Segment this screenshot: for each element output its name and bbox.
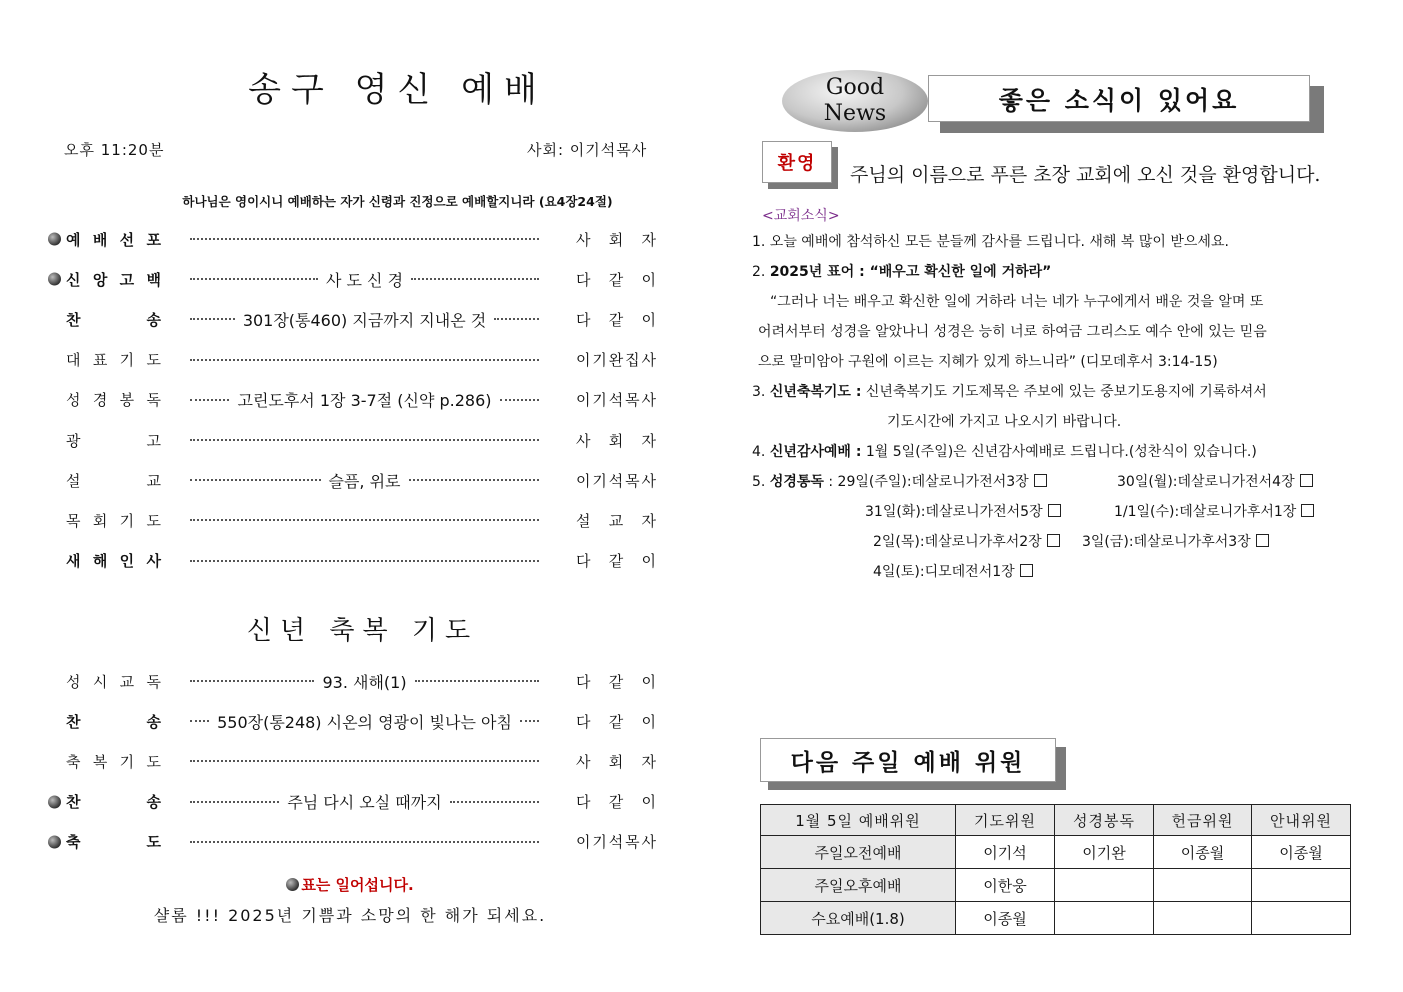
news-item-2-title: 2025년 표어 : “배우고 확신한 일에 거하라” bbox=[769, 264, 1052, 280]
order-item-leader: 다 같 이 bbox=[576, 793, 656, 812]
order-item-name: 성 경 봉 독 bbox=[66, 391, 161, 410]
dot-leader bbox=[190, 801, 279, 803]
dot-leader bbox=[415, 680, 539, 682]
order-row bbox=[48, 741, 663, 781]
reading-item: 3일(금):데살로니가후서3장 bbox=[1082, 534, 1251, 550]
order-row bbox=[48, 661, 663, 701]
checkbox-icon[interactable] bbox=[1034, 474, 1047, 487]
table-row bbox=[761, 902, 1351, 935]
news-item-5 bbox=[752, 471, 1047, 491]
table-cell bbox=[1154, 902, 1252, 935]
order-item-leader: 다 같 이 bbox=[576, 270, 656, 289]
order-row bbox=[48, 299, 663, 339]
bullet-icon bbox=[48, 233, 61, 246]
table-row bbox=[761, 836, 1351, 869]
reading-item: 4일(토):디모데전서1장 bbox=[873, 564, 1015, 580]
order-item-name: 예 배 선 포 bbox=[66, 230, 161, 249]
news-banner: 좋은 소식이 있어요 bbox=[928, 75, 1310, 122]
order-item-name: 찬 송 bbox=[66, 712, 161, 731]
welcome-label: 환영 bbox=[762, 141, 832, 183]
order-item-detail bbox=[186, 832, 543, 852]
order-item-detail bbox=[186, 510, 543, 530]
news-quote-2: 어려서부터 성경을 알았나니 성경은 능히 너로 하여금 그리스도 예수 안에 있는 믿음 bbox=[758, 324, 1267, 340]
table-cell bbox=[1055, 869, 1154, 902]
table-cell bbox=[1055, 902, 1154, 935]
order-row bbox=[48, 541, 663, 581]
dot-leader bbox=[190, 479, 321, 481]
order-row bbox=[48, 340, 663, 380]
order-item-leader: 이 기 완 집 사 bbox=[576, 351, 656, 370]
table-row-label: 주일오후예배 bbox=[761, 869, 956, 902]
order-item-name: 축 도 bbox=[66, 833, 161, 852]
blessing-order-list bbox=[48, 661, 663, 862]
news-quote-3: 으로 말미암아 구원에 이르는 지혜가 있게 하느니라” (디모데후서 3:14-15) bbox=[758, 354, 1218, 370]
checkbox-icon[interactable] bbox=[1300, 474, 1313, 487]
order-row bbox=[48, 420, 663, 460]
order-item-detail bbox=[186, 792, 543, 812]
worship-order-list bbox=[48, 219, 663, 581]
service-title: 송구 영신 예배 bbox=[248, 70, 547, 110]
dot-leader bbox=[494, 318, 539, 320]
order-item-detail bbox=[186, 711, 543, 731]
order-item-detail bbox=[186, 551, 543, 571]
standing-note-text: 표는 일어섭니다. bbox=[301, 876, 414, 894]
news-item-4-num: 4. bbox=[752, 444, 766, 460]
next-week-duty-table bbox=[760, 804, 1351, 935]
order-item-name: 찬 송 bbox=[66, 310, 161, 329]
checkbox-icon[interactable] bbox=[1048, 504, 1061, 517]
table-cell bbox=[1252, 869, 1351, 902]
good-news-line1: Good bbox=[825, 74, 885, 100]
order-item-name: 성 시 교 독 bbox=[66, 672, 161, 691]
order-item-content: 고린도후서 1장 3-7절 (신약 p.286) bbox=[237, 391, 492, 411]
order-item-name: 광 고 bbox=[66, 431, 161, 450]
dot-leader bbox=[190, 519, 539, 521]
dot-leader bbox=[190, 760, 539, 762]
church-news-label: <교회소식> bbox=[762, 208, 840, 224]
order-row bbox=[48, 782, 663, 822]
order-item-leader: 설 교 자 bbox=[576, 511, 656, 530]
table-row bbox=[761, 869, 1351, 902]
order-row bbox=[48, 822, 663, 862]
dot-leader bbox=[190, 439, 539, 441]
checkbox-icon[interactable] bbox=[1047, 534, 1060, 547]
order-item-leader: 사 회 자 bbox=[576, 752, 656, 771]
checkbox-icon[interactable] bbox=[1020, 564, 1033, 577]
table-header-cell: 기도위원 bbox=[956, 805, 1055, 836]
dot-leader bbox=[190, 278, 318, 280]
table-header-cell: 헌금위원 bbox=[1154, 805, 1252, 836]
table-row-label: 주일오전예배 bbox=[761, 836, 956, 869]
dot-leader bbox=[500, 399, 539, 401]
order-item-leader: 이 기 석 목 사 bbox=[576, 471, 656, 490]
news-item-4 bbox=[752, 441, 1257, 461]
table-cell: 이종월 bbox=[1154, 836, 1252, 869]
section-title-blessing: 신년 축복 기도 bbox=[246, 616, 479, 646]
news-item-3-text: 신년축복기도 기도제목은 주보에 있는 중보기도용지에 기록하셔서 bbox=[865, 384, 1267, 400]
table-cell bbox=[1252, 902, 1351, 935]
order-item-detail bbox=[186, 470, 543, 490]
dot-leader bbox=[190, 399, 229, 401]
bullet-icon bbox=[286, 878, 299, 891]
order-item-detail bbox=[186, 269, 543, 289]
news-item-2 bbox=[752, 261, 1051, 281]
news-item-2-num: 2. bbox=[752, 264, 766, 280]
table-cell: 이종월 bbox=[956, 902, 1055, 935]
order-item-detail bbox=[186, 390, 543, 410]
welcome-text: 주님의 이름으로 푸른 초장 교회에 오신 것을 환영합니다. bbox=[850, 164, 1321, 186]
reading-entry bbox=[865, 501, 1061, 521]
bullet-icon bbox=[48, 273, 61, 286]
dot-leader bbox=[190, 359, 539, 361]
order-item-name: 축 복 기 도 bbox=[66, 752, 161, 771]
news-item-5-num: 5. bbox=[752, 474, 766, 490]
order-item-leader: 이 기 석 목 사 bbox=[576, 833, 656, 852]
church-news bbox=[752, 0, 1362, 600]
news-item-5-title: 성경통독 bbox=[769, 474, 824, 490]
news-item-3 bbox=[752, 381, 1267, 401]
dot-leader bbox=[190, 841, 539, 843]
standing-note bbox=[0, 874, 700, 895]
reading-entry bbox=[873, 561, 1033, 581]
order-item-leader: 사 회 자 bbox=[576, 431, 656, 450]
reading-entry bbox=[873, 531, 1060, 551]
order-item-detail bbox=[186, 751, 543, 771]
reading-entry bbox=[1117, 471, 1313, 491]
order-item-detail bbox=[186, 671, 543, 691]
checkbox-icon[interactable] bbox=[1256, 534, 1269, 547]
order-item-content: 주님 다시 오실 때까지 bbox=[287, 793, 442, 813]
order-item-content: 사 도 신 경 bbox=[325, 270, 404, 290]
order-item-leader: 다 같 이 bbox=[576, 552, 656, 571]
order-item-name: 설 교 bbox=[66, 471, 161, 490]
news-item-3-num: 3. bbox=[752, 384, 766, 400]
order-row bbox=[48, 259, 663, 299]
dot-leader bbox=[411, 278, 539, 280]
reading-entry bbox=[1082, 531, 1269, 551]
reading-item: 31일(화):데살로니가전서5장 bbox=[865, 504, 1043, 520]
theme-verse: 하나님은 영이시니 예배하는 자가 신령과 진정으로 예배할지니라 (요4장24절) bbox=[182, 194, 613, 209]
bullet-icon bbox=[48, 795, 61, 808]
table-header-cell: 안내위원 bbox=[1252, 805, 1351, 836]
order-row bbox=[48, 219, 663, 259]
news-item-3-title: 신년축복기도 : bbox=[769, 384, 862, 400]
good-news-line2: News bbox=[823, 101, 887, 126]
dot-leader bbox=[450, 801, 539, 803]
farewell-message: 샬롬 !!! 2025년 기쁨과 소망의 한 해가 되세요. bbox=[153, 906, 547, 925]
table-row-label: 수요예배(1.8) bbox=[761, 902, 956, 935]
reading-item: 30일(월):데살로니가전서4장 bbox=[1117, 474, 1295, 490]
order-item-leader: 사 회 자 bbox=[576, 230, 656, 249]
order-item-content: 301장(통460) 지금까지 지내온 것 bbox=[242, 310, 487, 330]
order-row bbox=[48, 500, 663, 540]
reading-item: 2일(목):데살로니가후서2장 bbox=[873, 534, 1042, 550]
order-item-leader: 다 같 이 bbox=[576, 712, 656, 731]
order-item-leader: 다 같 이 bbox=[576, 672, 656, 691]
order-item-name: 찬 송 bbox=[66, 793, 161, 812]
table-header-row bbox=[761, 805, 1351, 836]
table-cell: 이종월 bbox=[1252, 836, 1351, 869]
order-item-name: 대 표 기 도 bbox=[66, 351, 161, 370]
news-item-4-text: 1월 5일(주일)은 신년감사예배로 드립니다.(성찬식이 있습니다.) bbox=[865, 444, 1257, 460]
dot-leader bbox=[190, 720, 209, 722]
order-item-detail bbox=[186, 350, 543, 370]
table-cell: 이기석 bbox=[956, 836, 1055, 869]
dot-leader bbox=[190, 560, 539, 562]
service-host: 사회: 이기석목사 bbox=[527, 141, 648, 159]
order-item-leader: 다 같 이 bbox=[576, 310, 656, 329]
news-item-1: 1. 오늘 예배에 참석하신 모든 분들께 감사를 드립니다. 새해 복 많이 받으세요. bbox=[752, 234, 1229, 250]
order-item-leader: 이 기 석 목 사 bbox=[576, 391, 656, 410]
service-time: 오후 11:20분 bbox=[64, 141, 165, 159]
table-header-cell: 1월 5일 예배위원 bbox=[761, 805, 956, 836]
dot-leader bbox=[409, 479, 540, 481]
reading-item: 29일(주일):데살로니가전서3장 bbox=[837, 474, 1029, 490]
reading-item: 1/1일(수):데살로니가후서1장 bbox=[1114, 504, 1297, 520]
dot-leader bbox=[520, 720, 539, 722]
order-row bbox=[48, 701, 663, 741]
order-item-name: 새 해 인 사 bbox=[66, 552, 161, 571]
reading-entry bbox=[1114, 501, 1314, 521]
dot-leader bbox=[190, 238, 539, 240]
order-row bbox=[48, 460, 663, 500]
dot-leader bbox=[190, 680, 314, 682]
news-item-5-colon: : bbox=[828, 474, 834, 490]
news-quote-1: “그러나 너는 배우고 확신한 일에 거하라 너는 네가 누구에게서 배운 것을 알며 또 bbox=[770, 294, 1264, 310]
checkbox-icon[interactable] bbox=[1301, 504, 1314, 517]
order-item-content: 550장(통248) 시온의 영광이 빛나는 아침 bbox=[217, 712, 512, 732]
dot-leader bbox=[190, 318, 235, 320]
order-item-name: 신 앙 고 백 bbox=[66, 270, 161, 289]
order-item-content: 93. 새해(1) bbox=[322, 672, 407, 692]
table-cell bbox=[1154, 869, 1252, 902]
news-item-4-title: 신년감사예배 : bbox=[769, 444, 862, 460]
order-item-content: 슬픔, 위로 bbox=[328, 471, 401, 491]
order-item-name: 목 회 기 도 bbox=[66, 511, 161, 530]
news-item-3-cont: 기도시간에 가지고 나오시기 바랍니다. bbox=[887, 414, 1122, 430]
order-row bbox=[48, 380, 663, 420]
table-header-cell: 성경봉독 bbox=[1055, 805, 1154, 836]
table-cell: 이기완 bbox=[1055, 836, 1154, 869]
next-week-title: 다음 주일 예배 위원 bbox=[760, 738, 1056, 782]
order-item-detail bbox=[186, 430, 543, 450]
order-item-detail bbox=[186, 309, 543, 329]
bullet-icon bbox=[48, 835, 61, 848]
table-cell: 이한웅 bbox=[956, 869, 1055, 902]
order-item-detail bbox=[186, 229, 543, 249]
